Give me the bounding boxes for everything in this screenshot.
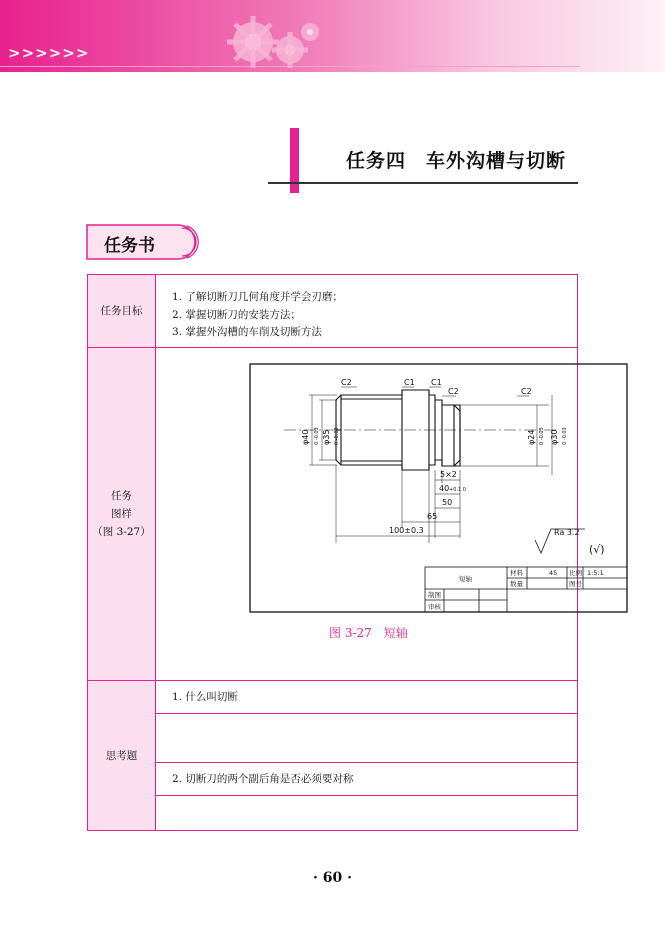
title-underline xyxy=(268,182,578,184)
scale-label: 比例 xyxy=(569,569,582,577)
section-title: 任务四 车外沟槽与切断 xyxy=(346,150,567,172)
figure-label-line: （图 3-27） xyxy=(92,526,151,538)
diameter-label: φ35 xyxy=(322,429,331,445)
goal-list xyxy=(156,275,577,347)
chevron-decoration: >>>>>> xyxy=(8,44,90,62)
drawer-label: 制图 xyxy=(428,591,441,599)
table-row xyxy=(88,681,578,831)
list-item: 3. 掌握外沟槽的车削及切断方法 xyxy=(172,326,322,338)
drawing-no-label: 图号 xyxy=(569,580,582,588)
diameter-label: φ24 xyxy=(527,429,536,445)
list-item: 1. 了解切断刀几何角度并学会刃磨； xyxy=(172,291,343,303)
chamfer-label: C2 xyxy=(521,387,532,396)
dimension-label: 50 xyxy=(442,498,453,507)
part-name: 短轴 xyxy=(459,575,472,583)
answer-area[interactable] xyxy=(156,714,577,763)
tolerance-label: 0 -0.03 xyxy=(334,427,340,445)
diameter-label: φ30 xyxy=(550,429,559,445)
questions-cell xyxy=(156,681,578,831)
figure-label-line: 任务 xyxy=(111,490,132,502)
figure-cell xyxy=(156,348,605,681)
goal-content xyxy=(156,275,578,348)
table-row xyxy=(88,348,578,681)
material-value: 45 xyxy=(549,569,558,577)
tolerance-label: 0 -0.03 xyxy=(539,427,545,445)
table-row xyxy=(88,275,578,348)
roughness-other-label: (√) xyxy=(589,543,605,556)
dimension-label: 5×2 xyxy=(440,470,457,479)
tolerance-label: 0 -0.03 xyxy=(562,427,568,445)
checker-label: 审核 xyxy=(428,603,441,611)
answer-area[interactable] xyxy=(156,796,577,830)
figure-label-line: 图样 xyxy=(111,508,132,520)
chamfer-label: C2 xyxy=(341,378,352,387)
diameter-label: φ40 xyxy=(301,429,310,445)
question-2: 2. 切断刀的两个副后角是否必须要对称 xyxy=(156,763,577,796)
gear-icon xyxy=(218,12,328,70)
tolerance-label: +0.1 0 xyxy=(449,487,466,493)
task-table xyxy=(87,274,605,831)
qty-label: 数量 xyxy=(510,580,523,588)
header-band xyxy=(0,0,665,72)
chamfer-label: C1 xyxy=(404,378,415,387)
questions-label: 思考题 xyxy=(88,681,156,831)
dimension-label: 65 xyxy=(427,512,438,521)
goal-label: 任务目标 xyxy=(88,275,156,348)
figure-label xyxy=(88,348,156,681)
dimension-label: 40 xyxy=(439,484,450,493)
page-number: · 60 · xyxy=(313,870,352,886)
task-book-label: 任务书 xyxy=(104,236,155,256)
dimension-label: 100±0.3 xyxy=(389,526,424,535)
figure-caption: 图 3-27 短轴 xyxy=(329,626,408,640)
scale-value: 1:5:1 xyxy=(587,569,604,577)
roughness-label: Ra 3.2 xyxy=(554,528,580,537)
chamfer-label: C1 xyxy=(431,378,442,387)
tolerance-label: 0 -0.03 xyxy=(314,427,320,445)
technical-drawing xyxy=(249,363,629,613)
chamfer-label: C2 xyxy=(448,387,459,396)
list-item: 2. 掌握切断刀的安装方法； xyxy=(172,308,301,321)
material-label: 材料 xyxy=(510,569,523,577)
question-1: 1. 什么叫切断 xyxy=(156,681,577,714)
